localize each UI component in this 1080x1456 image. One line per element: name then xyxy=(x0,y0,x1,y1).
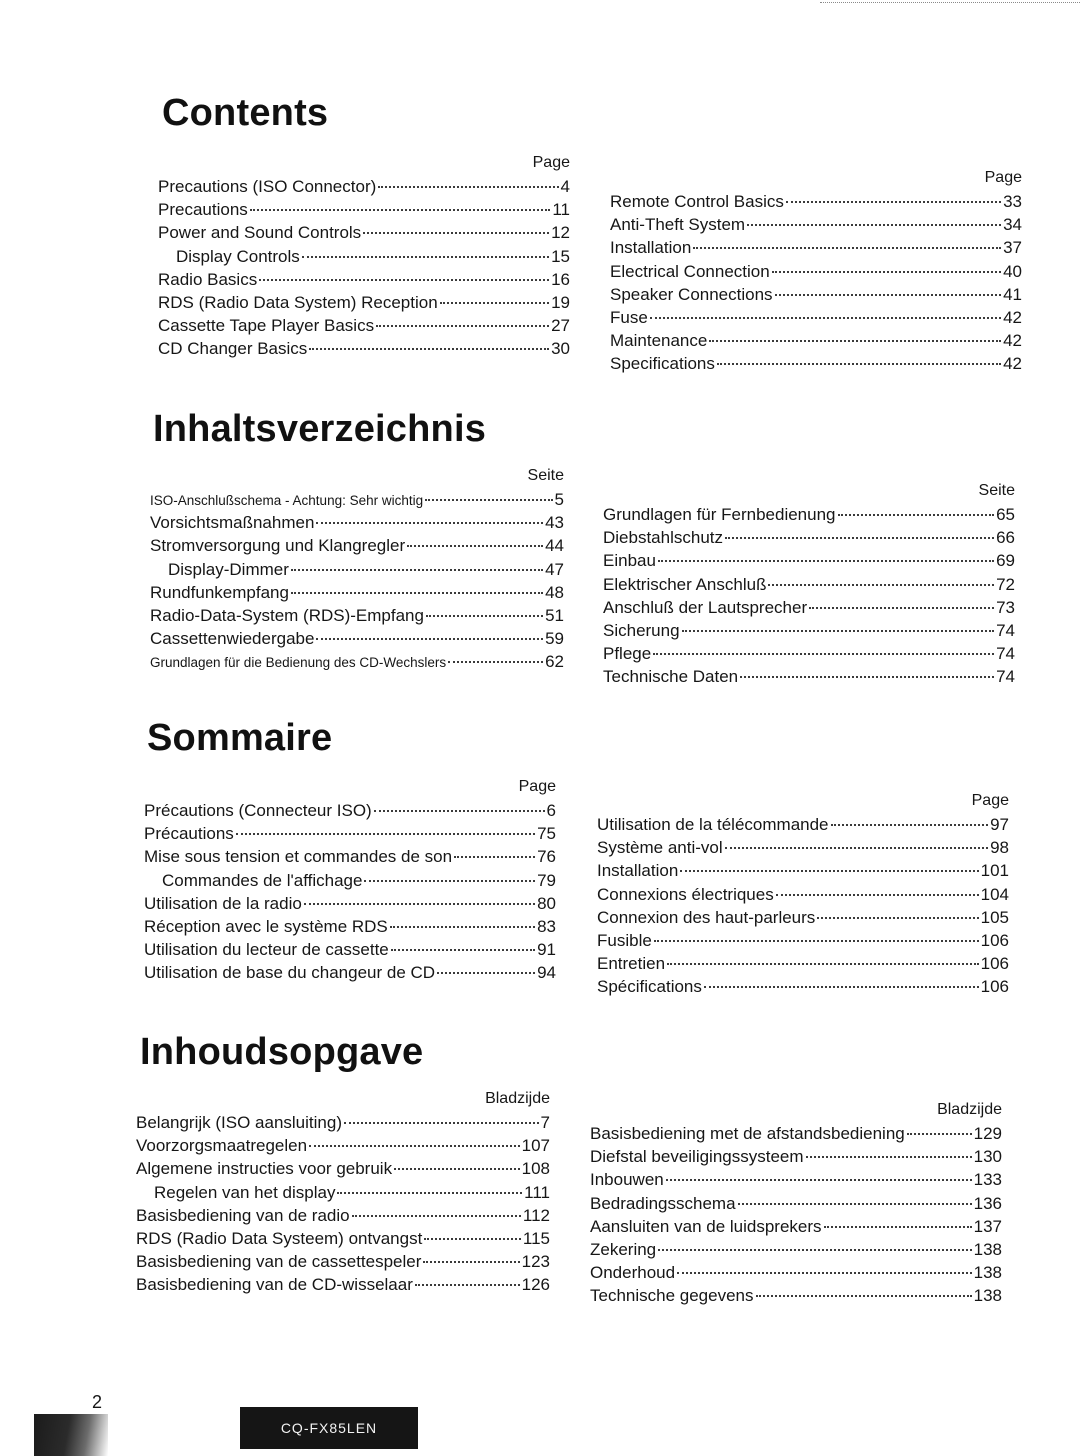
toc-entry-title: Technische Daten xyxy=(603,667,739,687)
toc-entry-page: 129 xyxy=(973,1124,1002,1143)
toc-entry-title: Speaker Connections xyxy=(610,284,773,304)
toc-entry-title: Regelen van het display xyxy=(154,1182,336,1202)
dot-leader xyxy=(304,903,535,905)
toc-entry-page: 108 xyxy=(521,1159,550,1179)
toc-entry-title: Radio-Data-System (RDS)-Empfang xyxy=(150,605,424,625)
toc-entry xyxy=(158,337,570,360)
toc-entry-page: 11 xyxy=(552,200,570,220)
toc-entry-title: Anschluß der Lautsprecher xyxy=(603,597,808,617)
toc-entry-title: Belangrijk (ISO aansluiting) xyxy=(136,1113,342,1132)
toc-entry-page: 107 xyxy=(521,1136,550,1156)
toc-entry xyxy=(597,859,1009,882)
toc-entry xyxy=(610,283,1022,306)
toc-entry-page: 79 xyxy=(537,870,556,890)
model-text: CQ-FX85LEN xyxy=(280,1420,378,1436)
toc-entry-page: 59 xyxy=(545,629,564,649)
toc-entry-title: Entretien xyxy=(597,954,666,974)
toc-entry-title: RDS (Radio Data Systeem) ontvangst xyxy=(136,1228,423,1248)
page-number: 2 xyxy=(92,1392,103,1412)
toc-entry-page: 106 xyxy=(980,977,1009,997)
dot-leader xyxy=(448,661,543,663)
toc-col-en-left xyxy=(158,151,570,361)
toc-entry-title: Installation xyxy=(597,861,679,881)
dot-leader xyxy=(424,1238,521,1240)
toc-entry-title: Utilisation du lecteur de cassette xyxy=(144,940,389,960)
toc-entry xyxy=(597,929,1009,952)
toc-col-en-right xyxy=(610,166,1022,376)
toc-entry xyxy=(590,1215,1002,1238)
model-label xyxy=(240,1407,418,1449)
toc-entry-page: 42 xyxy=(1003,354,1022,374)
toc-entry-page: 106 xyxy=(980,930,1009,950)
dot-leader xyxy=(738,1203,972,1205)
toc-entry-title: Commandes de l'affichage xyxy=(162,870,363,890)
toc-entry-title: Basisbediening van de CD-wisselaar xyxy=(136,1275,413,1295)
toc-entry xyxy=(590,1261,1002,1284)
toc-entry-page: 76 xyxy=(537,847,556,867)
dot-leader xyxy=(378,186,558,188)
toc-entry xyxy=(150,511,564,534)
toc-entry-title: Diebstahlschutz xyxy=(603,528,724,548)
toc-entry-title: Precautions (ISO Connector) xyxy=(158,177,377,196)
page-column-header: Page xyxy=(532,154,570,171)
dot-leader xyxy=(654,940,979,942)
toc-entry xyxy=(144,869,556,892)
dot-leader xyxy=(391,949,535,951)
toc-entry-page: 12 xyxy=(551,223,570,243)
toc-entry-page: 48 xyxy=(545,582,564,602)
toc-entry-page: 62 xyxy=(545,652,564,672)
dot-leader xyxy=(709,340,1001,342)
toc-entry-page: 91 xyxy=(537,940,556,960)
toc-entry xyxy=(590,1192,1002,1215)
toc-entry xyxy=(603,503,1015,526)
toc-entry xyxy=(158,268,570,291)
toc-entry-title: Technische gegevens xyxy=(590,1286,754,1306)
toc-entry-page: 74 xyxy=(996,620,1015,640)
dot-leader xyxy=(658,560,994,562)
toc-entry-page: 27 xyxy=(551,316,570,336)
page-column-header: Seite xyxy=(978,482,1015,499)
toc-entry-page: 111 xyxy=(524,1182,550,1202)
toc-col-de-right xyxy=(603,479,1015,689)
toc-entry-title: Stromversorgung und Klangregler xyxy=(150,536,406,556)
toc-entry-page: 133 xyxy=(973,1170,1002,1190)
section-title-nl: Inhoudsopgave xyxy=(140,1031,424,1073)
toc-entry-title: Grundlagen für Fernbedienung xyxy=(603,505,836,524)
section-title-fr: Sommaire xyxy=(147,717,333,759)
toc-entry xyxy=(144,822,556,845)
toc-entry xyxy=(150,650,564,673)
toc-col-fr-right xyxy=(597,789,1009,999)
dot-leader xyxy=(693,247,1001,249)
toc-entry xyxy=(590,1145,1002,1168)
toc-entry-title: Installation xyxy=(610,238,692,258)
dot-leader xyxy=(768,584,994,586)
toc-entry-page: 138 xyxy=(973,1286,1002,1306)
toc-entry-page: 74 xyxy=(996,667,1015,687)
toc-entry-page: 115 xyxy=(522,1228,550,1248)
toc-entry xyxy=(597,836,1009,859)
toc-entry-title: Basisbediening van de cassettespeler xyxy=(136,1252,422,1272)
dot-leader xyxy=(772,271,1001,273)
toc-entry-title: RDS (Radio Data System) Reception xyxy=(158,292,438,312)
toc-entry xyxy=(597,975,1009,998)
dot-leader xyxy=(302,256,549,258)
toc-entry-page: 65 xyxy=(996,505,1015,524)
dot-leader xyxy=(425,499,552,501)
top-rule xyxy=(820,2,1080,3)
page-column-header: Page xyxy=(971,792,1009,809)
toc-entry xyxy=(603,573,1015,596)
dot-leader xyxy=(806,1156,972,1158)
page-column-header: Page xyxy=(984,169,1022,186)
toc-entry xyxy=(144,961,556,984)
toc-entry-page: 130 xyxy=(973,1147,1002,1167)
toc-entry xyxy=(136,1204,550,1227)
section-title-en: Contents xyxy=(162,92,329,134)
dot-leader xyxy=(309,1145,520,1147)
toc-col-fr-left xyxy=(144,775,556,985)
dot-leader xyxy=(831,824,989,826)
dot-leader xyxy=(363,232,549,234)
dot-leader xyxy=(250,209,551,211)
toc-entry-title: Display-Dimmer xyxy=(168,559,289,579)
toc-entry xyxy=(136,1250,550,1273)
toc-entry xyxy=(603,596,1015,619)
toc-entry-page: 97 xyxy=(990,815,1009,834)
toc-entry xyxy=(603,642,1015,665)
dot-leader xyxy=(725,847,988,849)
dot-leader xyxy=(376,325,549,327)
toc-entry xyxy=(603,549,1015,572)
toc-entry xyxy=(144,938,556,961)
toc-entry xyxy=(590,1238,1002,1261)
toc-entry-page: 69 xyxy=(996,551,1015,571)
toc-entry-page: 94 xyxy=(537,963,556,983)
toc-entry-title: Utilisation de la télécommande xyxy=(597,815,829,834)
toc-entry-page: 51 xyxy=(545,605,564,625)
toc-entry-page: 80 xyxy=(537,893,556,913)
dot-leader xyxy=(316,638,543,640)
toc-entry xyxy=(610,352,1022,375)
toc-entry-title: Utilisation de base du changeur de CD xyxy=(144,963,436,983)
toc-entry xyxy=(144,892,556,915)
toc-entry-page: 73 xyxy=(996,597,1015,617)
toc-entry-page: 75 xyxy=(537,824,556,844)
dot-leader xyxy=(824,1226,972,1228)
toc-entry xyxy=(144,799,556,822)
dot-leader xyxy=(776,894,979,896)
toc-entry-title: Electrical Connection xyxy=(610,261,770,281)
toc-entry-page: 66 xyxy=(996,528,1015,548)
toc-entry-page: 19 xyxy=(551,292,570,312)
toc-entry xyxy=(610,213,1022,236)
dot-leader xyxy=(817,917,978,919)
toc-entry-title: Diefstal beveiligingssysteem xyxy=(590,1147,804,1167)
toc-entry xyxy=(136,1227,550,1250)
toc-entry-page: 138 xyxy=(973,1239,1002,1259)
toc-entry xyxy=(150,534,564,557)
dot-leader xyxy=(415,1284,520,1286)
toc-entry-page: 137 xyxy=(973,1216,1002,1236)
dot-leader xyxy=(838,514,995,516)
toc-entry-page: 106 xyxy=(980,954,1009,974)
dot-leader xyxy=(677,1272,972,1274)
dot-leader xyxy=(454,856,535,858)
dot-leader xyxy=(236,833,535,835)
dot-leader xyxy=(725,537,994,539)
toc-entry-title: Connexions électriques xyxy=(597,884,774,904)
dot-leader xyxy=(423,1261,519,1263)
toc-entry-page: 43 xyxy=(545,513,564,533)
toc-entry-title: Vorsichtsmaßnahmen xyxy=(150,513,315,533)
dot-leader xyxy=(756,1295,972,1297)
dot-leader xyxy=(259,279,549,281)
toc-entry-title: Grundlagen für die Bedienung des CD-Wechslers xyxy=(150,655,447,671)
toc-entry-title: Bedradingsschema xyxy=(590,1193,736,1213)
toc-entry xyxy=(590,1168,1002,1191)
toc-entry-title: Précautions xyxy=(144,824,234,844)
toc-entry xyxy=(603,526,1015,549)
dot-leader xyxy=(437,972,535,974)
dot-leader xyxy=(666,1179,972,1181)
toc-entry-page: 33 xyxy=(1003,192,1022,211)
page-column-header: Bladzijde xyxy=(485,1090,550,1107)
dot-leader xyxy=(374,810,545,812)
toc-entry-title: Power and Sound Controls xyxy=(158,223,362,243)
toc-entry-page: 126 xyxy=(521,1275,550,1295)
toc-entry-title: Zekering xyxy=(590,1239,657,1259)
dot-leader xyxy=(291,592,543,594)
toc-entry-page: 42 xyxy=(1003,331,1022,351)
toc-entry-page: 44 xyxy=(545,536,564,556)
toc-entry-title: Aansluiten van de luidsprekers xyxy=(590,1216,822,1236)
toc-entry-page: 15 xyxy=(551,246,570,266)
toc-entry xyxy=(610,260,1022,283)
toc-entry-page: 72 xyxy=(996,574,1015,594)
toc-entry-title: Fuse xyxy=(610,307,648,327)
dot-leader xyxy=(426,615,543,617)
dot-leader xyxy=(337,1192,522,1194)
toc-entry-page: 123 xyxy=(521,1252,550,1272)
toc-entry-title: Mise sous tension et commandes de son xyxy=(144,847,453,867)
toc-entry-page: 105 xyxy=(980,907,1009,927)
dot-leader xyxy=(786,201,1001,203)
toc-entry-page: 138 xyxy=(973,1263,1002,1283)
toc-entry-page: 41 xyxy=(1003,284,1022,304)
toc-entry-title: Fusible xyxy=(597,930,652,950)
toc-entry xyxy=(150,488,564,511)
dot-leader xyxy=(291,569,543,571)
toc-entry xyxy=(150,627,564,650)
dot-leader xyxy=(658,1249,971,1251)
toc-entry-page: 16 xyxy=(551,269,570,289)
dot-leader xyxy=(682,630,995,632)
toc-entry xyxy=(590,1284,1002,1307)
toc-entry-title: Basisbediening van de radio xyxy=(136,1205,350,1225)
toc-entry-page: 34 xyxy=(1003,215,1022,235)
toc-entry-page: 74 xyxy=(996,644,1015,664)
toc-entry xyxy=(603,619,1015,642)
dot-leader xyxy=(440,302,549,304)
toc-entry-page: 83 xyxy=(537,916,556,936)
toc-entry xyxy=(610,306,1022,329)
toc-entry-title: Sicherung xyxy=(603,620,680,640)
toc-entry-title: Voorzorgsmaatregelen xyxy=(136,1136,308,1156)
toc-entry-page: 112 xyxy=(522,1205,550,1225)
dot-leader xyxy=(650,317,1001,319)
dot-leader xyxy=(344,1122,539,1124)
toc-entry xyxy=(150,604,564,627)
toc-entry-title: Precautions xyxy=(158,200,248,220)
toc-entry-title: Algemene instructies voor gebruik xyxy=(136,1159,393,1179)
dot-leader xyxy=(390,926,535,928)
toc-col-nl-left xyxy=(136,1087,550,1297)
dot-leader xyxy=(667,963,979,965)
dot-leader xyxy=(316,522,543,524)
dot-leader xyxy=(809,607,994,609)
toc-entry xyxy=(136,1181,550,1204)
toc-entry xyxy=(610,329,1022,352)
toc-entry xyxy=(610,190,1022,213)
toc-entry xyxy=(158,314,570,337)
toc-entry-title: Maintenance xyxy=(610,331,708,351)
dot-leader xyxy=(407,545,543,547)
toc-entry xyxy=(158,291,570,314)
toc-entry-title: Système anti-vol xyxy=(597,838,723,858)
toc-entry xyxy=(590,1122,1002,1145)
page-column-header: Page xyxy=(518,778,556,795)
toc-col-nl-right xyxy=(590,1098,1002,1308)
toc-col-de-left xyxy=(150,464,564,674)
toc-entry-title: Connexion des haut-parleurs xyxy=(597,907,816,927)
toc-entry-title: Inbouwen xyxy=(590,1170,664,1190)
dot-leader xyxy=(747,224,1001,226)
toc-entry-page: 30 xyxy=(551,339,570,359)
dot-leader xyxy=(653,653,994,655)
toc-entry-page: 6 xyxy=(546,801,556,820)
toc-entry xyxy=(597,883,1009,906)
dot-leader xyxy=(364,880,535,882)
toc-entry-page: 5 xyxy=(554,490,564,509)
page-column-header: Bladzijde xyxy=(937,1101,1002,1118)
toc-entry-title: Onderhoud xyxy=(590,1263,676,1283)
dot-leader xyxy=(907,1133,972,1135)
toc-entry xyxy=(597,952,1009,975)
dot-leader xyxy=(740,676,994,678)
dot-leader xyxy=(352,1215,521,1217)
toc-entry xyxy=(158,221,570,244)
dot-leader xyxy=(394,1168,520,1170)
toc-entry-page: 104 xyxy=(980,884,1009,904)
toc-entry-title: Utilisation de la radio xyxy=(144,893,302,913)
toc-entry-title: Réception avec le système RDS xyxy=(144,916,388,936)
dot-leader xyxy=(309,348,549,350)
toc-entry-title: Cassettenwiedergabe xyxy=(150,629,315,649)
toc-entry-title: CD Changer Basics xyxy=(158,339,308,359)
toc-entry xyxy=(597,813,1009,836)
toc-entry-page: 101 xyxy=(980,861,1009,881)
toc-entry-title: Display Controls xyxy=(176,246,300,266)
toc-entry-title: Anti-Theft System xyxy=(610,215,746,235)
toc-entry xyxy=(136,1157,550,1180)
toc-entry-page: 7 xyxy=(540,1113,550,1132)
toc-entry xyxy=(610,236,1022,259)
toc-entry-title: Précautions (Connecteur ISO) xyxy=(144,801,372,820)
toc-entry-title: Pflege xyxy=(603,644,652,664)
dot-leader xyxy=(717,363,1001,365)
toc-entry xyxy=(158,198,570,221)
toc-entry-page: 40 xyxy=(1003,261,1022,281)
toc-entry xyxy=(597,906,1009,929)
toc-entry xyxy=(603,665,1015,688)
toc-entry xyxy=(144,845,556,868)
toc-entry-title: ISO-Anschlußschema - Achtung: Sehr wichtig xyxy=(150,493,424,508)
dot-leader xyxy=(775,294,1002,296)
toc-entry-title: Cassette Tape Player Basics xyxy=(158,316,375,336)
toc-entry xyxy=(150,558,564,581)
toc-entry-page: 37 xyxy=(1003,238,1022,258)
toc-entry xyxy=(158,175,570,198)
toc-entry-title: Elektrischer Anschluß xyxy=(603,574,767,594)
toc-entry xyxy=(144,915,556,938)
toc-entry xyxy=(150,581,564,604)
toc-entry-page: 136 xyxy=(973,1193,1002,1213)
toc-entry-page: 4 xyxy=(560,177,570,196)
section-title-de: Inhaltsverzeichnis xyxy=(153,408,487,450)
dot-leader xyxy=(704,986,979,988)
corner-print-mark xyxy=(34,1414,108,1456)
toc-entry-title: Einbau xyxy=(603,551,656,571)
toc-entry-page: 98 xyxy=(990,838,1009,858)
toc-entry xyxy=(136,1273,550,1296)
toc-entry-title: Rundfunkempfang xyxy=(150,582,289,602)
toc-entry xyxy=(158,245,570,268)
toc-entry-title: Basisbediening met de afstandsbediening xyxy=(590,1124,905,1143)
toc-entry xyxy=(136,1111,550,1134)
toc-entry xyxy=(136,1134,550,1157)
toc-entry-title: Remote Control Basics xyxy=(610,192,784,211)
toc-entry-title: Specifications xyxy=(610,354,715,374)
page-column-header: Seite xyxy=(527,467,564,484)
toc-entry-title: Radio Basics xyxy=(158,269,258,289)
dot-leader xyxy=(680,870,978,872)
toc-entry-title: Spécifications xyxy=(597,977,702,997)
toc-entry-page: 42 xyxy=(1003,307,1022,327)
toc-entry-page: 47 xyxy=(545,559,564,579)
